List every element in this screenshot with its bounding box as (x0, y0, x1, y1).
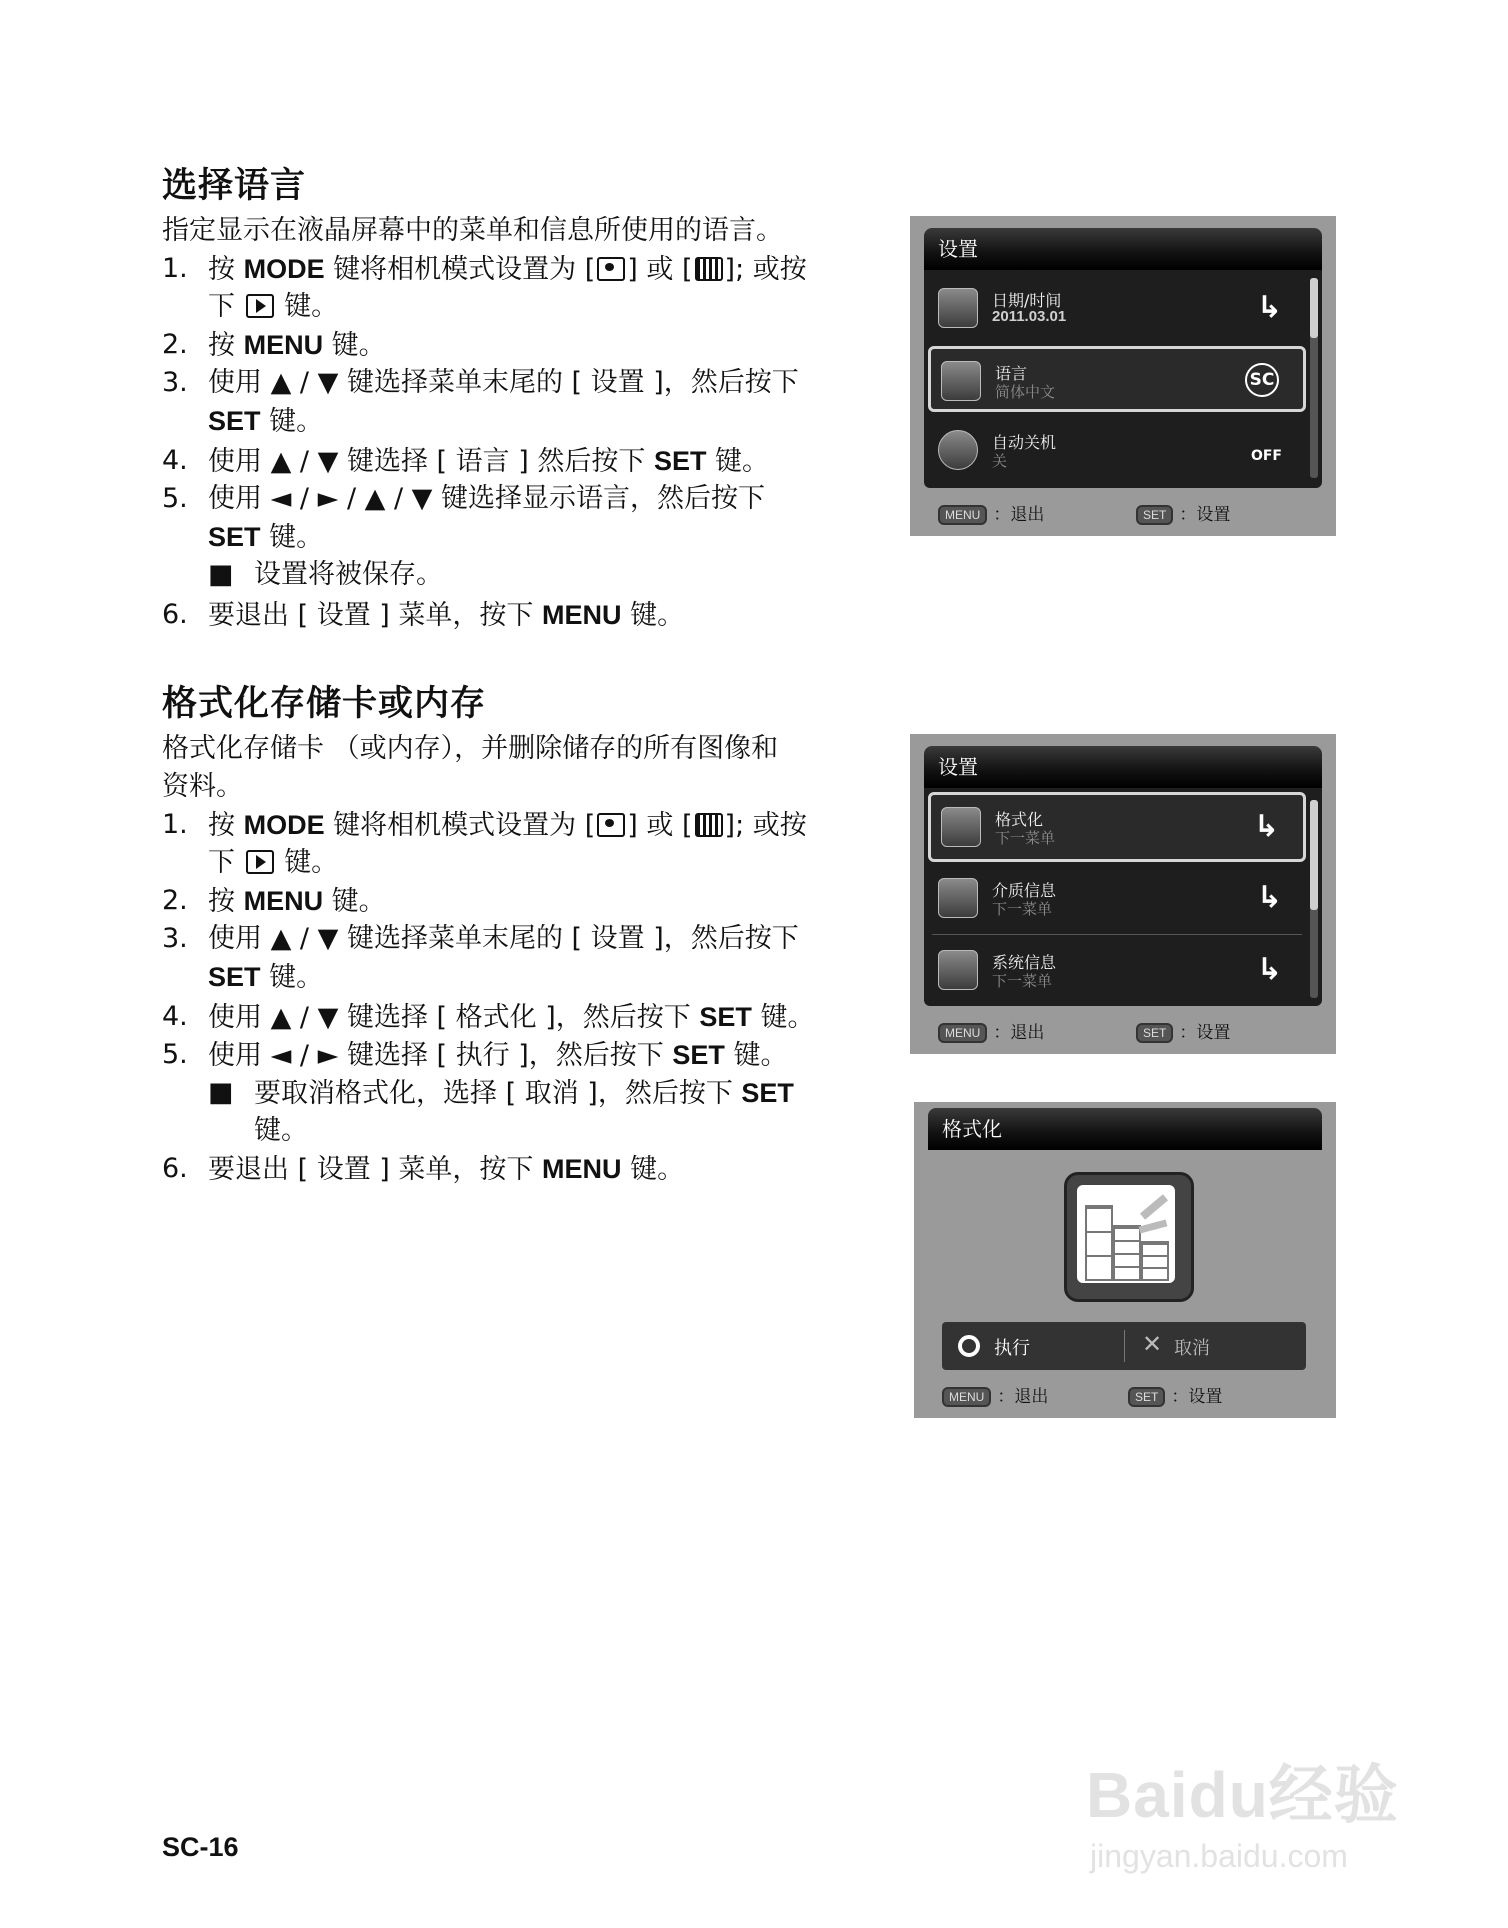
screen-format-confirm (914, 1102, 1336, 1418)
footer-menu-hint: MENU ：退出 (938, 1018, 1044, 1043)
scrollbar[interactable] (1310, 800, 1318, 998)
system-info-icon (938, 950, 978, 990)
cancel-button[interactable]: ✕ 取消 (1142, 1330, 1210, 1359)
video-mode-icon (695, 257, 723, 281)
enter-arrow-icon: ↳ (1256, 952, 1282, 987)
section-title-format: 格式化存储卡或内存 (162, 684, 487, 724)
watermark-url: jingyan.baidu.com (1090, 1838, 1348, 1874)
sc-icon: SC (1245, 363, 1279, 397)
menu-item-media-info[interactable]: 介质信息 下一菜单 ↳ (928, 866, 1306, 932)
section-title-language: 选择语言 (162, 166, 307, 206)
footer-set-hint: SET ：设置 (1136, 500, 1230, 525)
watermark-brand: Baidu经验 (1086, 1759, 1399, 1831)
screen-title: 设置 (924, 228, 1322, 270)
screen-settings-language (910, 216, 1336, 536)
language-icon (941, 361, 981, 401)
menu-panel (924, 270, 1322, 488)
scrollbar[interactable] (1310, 278, 1318, 478)
execute-button[interactable]: 执行 (942, 1322, 1122, 1370)
video-mode-icon (695, 813, 723, 837)
intro-format: 格式化存储卡 （或内存），并删除储存的所有图像和 (162, 733, 779, 764)
power-icon (938, 430, 978, 470)
list-item: 1. 按 MODE 键将相机模式设置为 [ ] 或 [ ]; 或按 下 键。 (162, 253, 807, 322)
format-icon (941, 807, 981, 847)
option-bar (942, 1322, 1306, 1370)
screen-title: 设置 (924, 746, 1322, 788)
menu-item-system-info[interactable]: 系统信息 下一菜单 ↳ (928, 938, 1306, 1004)
menu-item-auto-off[interactable]: 自动关机 关 OFF (928, 418, 1306, 484)
screen-title: 格式化 (928, 1108, 1322, 1150)
enter-arrow-icon: ↳ (1253, 809, 1279, 844)
format-large-icon (1064, 1172, 1194, 1302)
menu-panel (924, 788, 1322, 1006)
page-number: SC-16 (162, 1832, 239, 1862)
menu-item-datetime[interactable]: 日期/时间 2011.03.01 ↳ (928, 276, 1306, 342)
camera-mode-icon (597, 813, 625, 837)
calendar-icon (938, 288, 978, 328)
enter-arrow-icon: ↳ (1256, 880, 1282, 915)
footer-menu-hint: MENU ：退出 (942, 1382, 1048, 1407)
footer-set-hint: SET ：设置 (1136, 1018, 1230, 1043)
camera-mode-icon (597, 257, 625, 281)
screen-settings-format (910, 734, 1336, 1054)
close-icon: ✕ (1142, 1330, 1163, 1358)
intro-language: 指定显示在液晶屏幕中的菜单和信息所使用的语言。 (162, 215, 783, 246)
enter-arrow-icon: ↳ (1256, 290, 1282, 325)
playback-icon (246, 294, 274, 318)
footer-set-hint: SET ：设置 (1128, 1382, 1222, 1407)
intro-format-cont: 资料。 (162, 771, 243, 802)
menu-item-language[interactable]: 语言 简体中文 SC (928, 346, 1306, 412)
footer-menu-hint: MENU ：退出 (938, 500, 1044, 525)
off-icon: OFF (1250, 448, 1282, 464)
playback-icon (246, 850, 274, 874)
menu-item-format[interactable]: 格式化 下一菜单 ↳ (928, 792, 1306, 862)
circle-icon (958, 1335, 980, 1357)
list-item: 1. 按 MODE 键将相机模式设置为 [ ] 或 [ ]; 或按 下 键。 (162, 809, 807, 878)
media-card-icon (938, 878, 978, 918)
